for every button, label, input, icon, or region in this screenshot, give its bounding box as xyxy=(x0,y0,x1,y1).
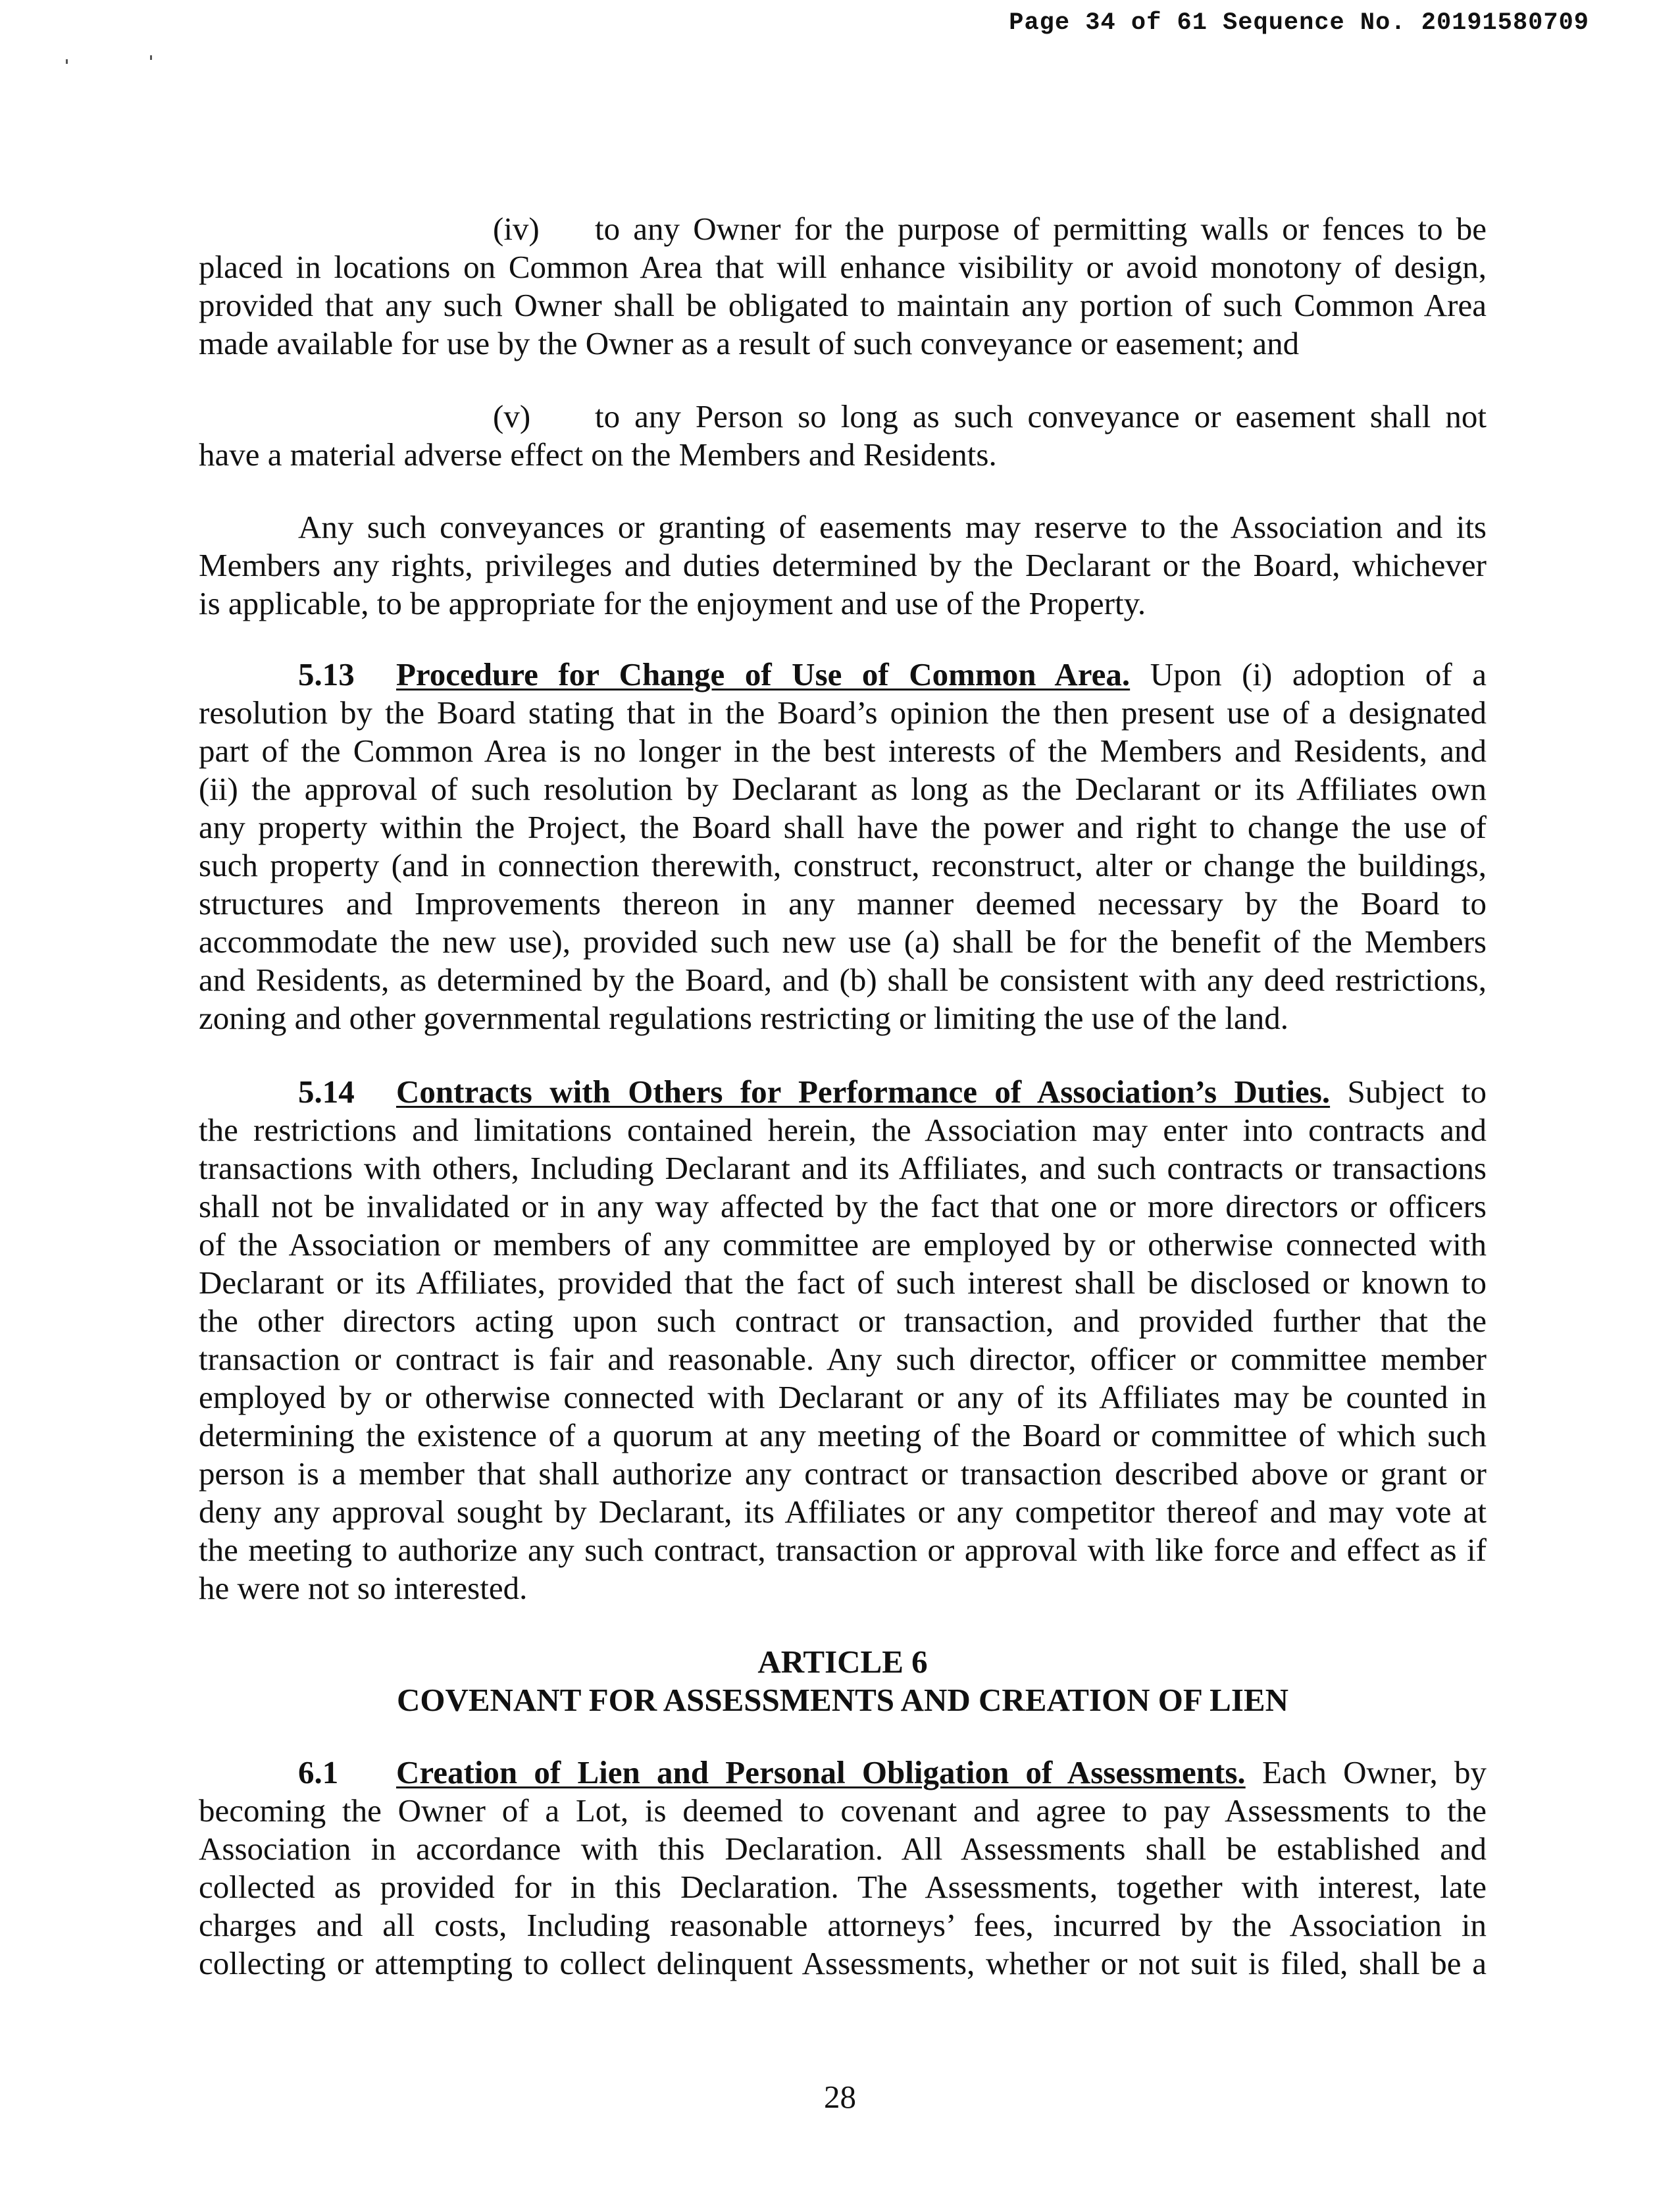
text-line: placed in locations on Common Area that will enhance visibility or avoid monotony of design, xyxy=(199,249,1487,285)
line-text: Subject to xyxy=(1347,1074,1487,1110)
text-line: becoming the Owner of a Lot, is deemed to covenant and agree to pay Assessments to the xyxy=(199,1792,1487,1829)
text-line: the other directors acting upon such contract or transaction, and provided further that the xyxy=(199,1303,1487,1339)
scan-mark xyxy=(66,59,68,64)
first-line xyxy=(199,1754,1487,1792)
text-line: transactions with others, Including Declarant and its Affiliates, and such contracts or transactions xyxy=(199,1150,1487,1186)
text-line: any property within the Project, the Board shall have the power and right to change the use of xyxy=(199,809,1487,845)
section-heading: Creation of Lien and Personal Obligation of Assessments. xyxy=(396,1754,1246,1790)
item-label: (iv) xyxy=(493,211,540,247)
para-iv xyxy=(199,210,1487,363)
para-any xyxy=(199,508,1487,623)
text-line: (ii) the approval of such resolution by Declarant as long as the Declarant or its Affiliates own xyxy=(199,771,1487,807)
text-line: of the Association or members of any committee are employed by or otherwise connected with xyxy=(199,1226,1487,1263)
text-line: he were not so interested. xyxy=(199,1570,528,1606)
line-text: Each Owner, by xyxy=(1261,1754,1487,1790)
text-line: made available for use by the Owner as a result of such conveyance or easement; and xyxy=(199,325,1300,361)
first-line xyxy=(199,398,1487,436)
text-line: have a material adverse effect on the Members and Residents. xyxy=(199,436,997,473)
text-line: resolution by the Board stating that in the Board’s opinion the then present use of a designated xyxy=(199,694,1487,731)
page-number: 28 xyxy=(824,2079,856,2115)
first-line xyxy=(199,508,1487,546)
first-line xyxy=(199,656,1487,694)
first-line xyxy=(199,1073,1487,1111)
section-6-1 xyxy=(199,1754,1487,1983)
para-v xyxy=(199,398,1487,474)
text-line: employed by or otherwise connected with Declarant or any of its Affiliates may be counted in xyxy=(199,1379,1487,1415)
scan-mark xyxy=(150,55,152,60)
article-number: ARTICLE 6 xyxy=(757,1644,928,1680)
text-line: the restrictions and limitations contained herein, the Association may enter into contracts and xyxy=(199,1112,1487,1148)
section-heading: Contracts with Others for Performance of Association’s Duties. xyxy=(396,1074,1331,1110)
article-title: COVENANT FOR ASSESSMENTS AND CREATION OF LIEN xyxy=(396,1682,1289,1718)
section-heading: Procedure for Change of Use of Common Area. xyxy=(396,656,1131,692)
text-line: accommodate the new use), provided such new use (a) shall be for the benefit of the Members xyxy=(199,924,1487,960)
section-number: 5.13 xyxy=(298,656,355,692)
text-line: charges and all costs, Including reasonable attorneys’ fees, incurred by the Association in xyxy=(199,1907,1487,1943)
text-line: is applicable, to be appropriate for the enjoyment and use of the Property. xyxy=(199,585,1146,621)
text-line: deny any approval sought by Declarant, its Affiliates or any competitor thereof and may vote at xyxy=(199,1494,1487,1530)
text-line: Association in accordance with this Declaration. All Assessments shall be established and xyxy=(199,1831,1487,1867)
line-text: to any Owner for the purpose of permitting walls or fences to be xyxy=(595,211,1487,247)
line-text: Any such conveyances or granting of easements may reserve to the Association and its xyxy=(298,509,1487,545)
text-line: person is a member that shall authorize any contract or transaction described above or grant or xyxy=(199,1455,1487,1492)
text-line: such property (and in connection therewith, construct, reconstruct, alter or change the buildings, xyxy=(199,847,1487,883)
line-text: Upon (i) adoption of a xyxy=(1150,656,1487,692)
line-text: to any Person so long as such conveyance or easement shall not xyxy=(595,398,1487,434)
text-line: zoning and other governmental regulations restricting or limiting the use of the land. xyxy=(199,1000,1289,1036)
text-line: the meeting to authorize any such contract, transaction or approval with like force and effect as if xyxy=(199,1532,1487,1568)
text-line: transaction or contract is fair and reasonable. Any such director, officer or committee member xyxy=(199,1341,1487,1377)
page-sequence-header: Page 34 of 61 Sequence No. 20191580709 xyxy=(1009,9,1589,37)
first-line xyxy=(199,210,1487,248)
text-line: Members any rights, privileges and duties determined by the Declarant or the Board, whichever xyxy=(199,547,1487,583)
section-number: 5.14 xyxy=(298,1074,355,1110)
text-line: part of the Common Area is no longer in the best interests of the Members and Residents, and xyxy=(199,733,1487,769)
text-line: provided that any such Owner shall be obligated to maintain any portion of such Common Area xyxy=(199,287,1487,323)
section-5-14 xyxy=(199,1073,1487,1607)
text-line: structures and Improvements thereon in any manner deemed necessary by the Board to xyxy=(199,885,1487,922)
text-line: collecting or attempting to collect delinquent Assessments, whether or not suit is filed, shall be a xyxy=(199,1945,1487,1981)
item-label: (v) xyxy=(493,398,531,434)
text-line: shall not be invalidated or in any way affected by the fact that one or more directors or officers xyxy=(199,1188,1487,1224)
text-line: collected as provided for in this Declaration. The Assessments, together with interest, late xyxy=(199,1869,1487,1905)
section-number: 6.1 xyxy=(298,1754,339,1790)
text-line: determining the existence of a quorum at any meeting of the Board or committee of which such xyxy=(199,1417,1487,1453)
section-5-13 xyxy=(199,656,1487,1037)
text-line: Declarant or its Affiliates, provided that the fact of such interest shall be disclosed or known to xyxy=(199,1264,1487,1301)
text-line: and Residents, as determined by the Board, and (b) shall be consistent with any deed restrictions, xyxy=(199,962,1487,998)
